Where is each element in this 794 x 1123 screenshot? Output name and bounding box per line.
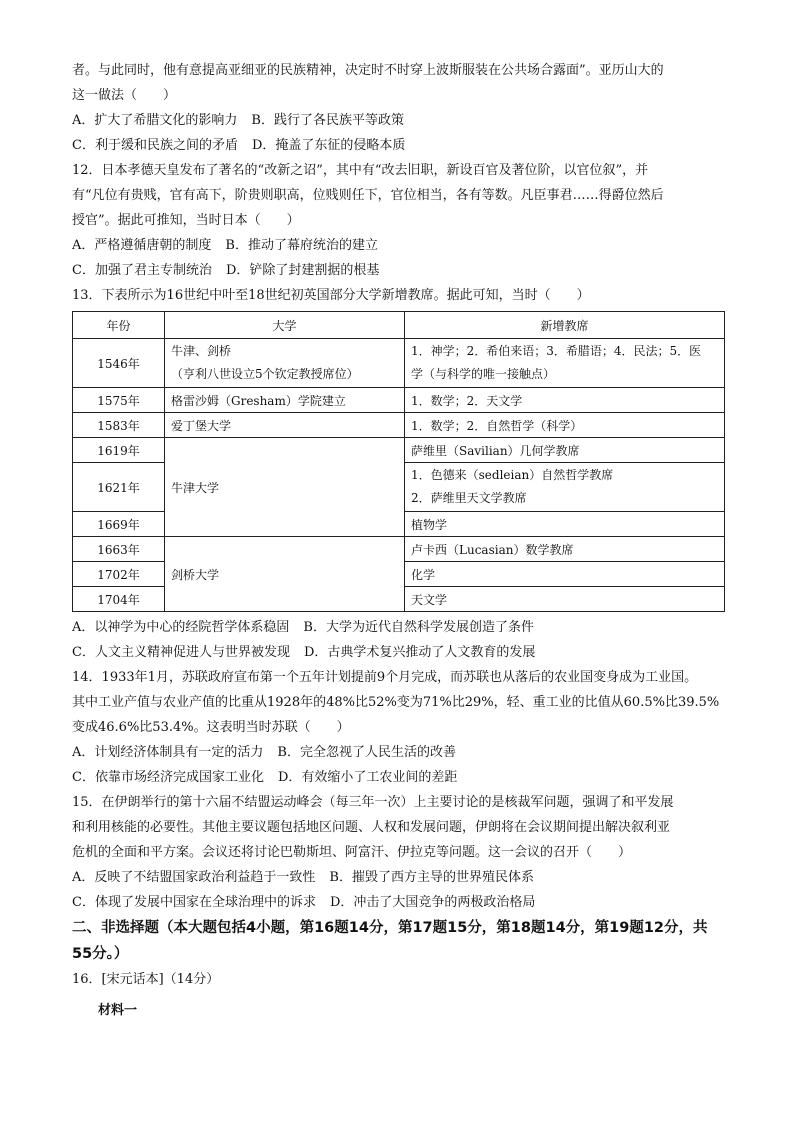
year-cell: 1546年 [73, 339, 165, 388]
q14-stem-line-1: 14．1933年1月，苏联政府宣布第一个五年计划提前9个月完成，而苏联也从落后的农业国变身成为工业国。 [72, 670, 698, 685]
q14-option-a[interactable]: A．计划经济体制具有一定的活力 [72, 745, 264, 760]
q12-options-row-2 [72, 258, 722, 283]
university-cell [165, 339, 405, 388]
q11-option-d[interactable]: D．掩盖了东征的侵略本质 [251, 138, 406, 153]
q14-options-row-2 [72, 765, 722, 790]
q14-stem-line-2: 其中工业产值与农业产值的比重从1928年的48%比52%变为71%比29%，轻、重工业的比值从60.5%比39.5% [72, 695, 720, 710]
q15-option-b[interactable]: B．摧毁了西方主导的世界殖民体系 [329, 870, 534, 885]
q12-stem-line-1: 12．日本孝德天皇发布了著名的“改新之诏”，其中有“改去旧职，新设百官及著位阶，以官位叙”，并 [72, 163, 649, 178]
q16-material-label: 材料一 [98, 1003, 138, 1018]
year-cell: 1575年 [73, 388, 165, 413]
year-cell: 1663年 [73, 537, 165, 562]
chair-cell: 化学 [405, 562, 725, 587]
q13-option-c[interactable]: C．人文主义精神促进人与世界被发现 [72, 645, 290, 660]
year-cell: 1704年 [73, 587, 165, 612]
q11-options-row-1 [72, 108, 722, 133]
table-header-row [73, 312, 725, 339]
q14-option-d[interactable]: D．有效缩小了工农业间的差距 [277, 770, 458, 785]
chair-cell [405, 463, 725, 512]
chair-cell [405, 339, 725, 388]
q14-option-b[interactable]: B．完全忽视了人民生活的改善 [277, 745, 456, 760]
university-line: （亨利八世设立5个钦定教授席位） [171, 367, 359, 381]
q13-option-a[interactable]: A．以神学为中心的经院哲学体系稳固 [72, 620, 290, 635]
chair-line: 2．萨维里天文学教席 [411, 491, 527, 505]
year-cell: 1702年 [73, 562, 165, 587]
university-cell: 爱丁堡大学 [165, 413, 405, 438]
q15-option-c[interactable]: C．体现了发展中国家在全球治理中的诉求 [72, 895, 316, 910]
table-row [73, 413, 725, 438]
year-cell: 1621年 [73, 463, 165, 512]
q11-options-row-2 [72, 133, 722, 158]
oxford-merged-cell: 牛津大学 [165, 438, 405, 537]
question-15 [72, 790, 722, 915]
q13-options-row-1 [72, 615, 722, 640]
q15-option-d[interactable]: D．冲击了大国竞争的两极政治格局 [329, 895, 536, 910]
header-university: 大学 [165, 312, 405, 339]
header-new-chairs: 新增教席 [405, 312, 725, 339]
q12-option-c[interactable]: C．加强了君主专制统治 [72, 263, 212, 278]
header-year: 年份 [73, 312, 165, 339]
q13-option-b[interactable]: B．大学为近代自然科学发展创造了条件 [303, 620, 534, 635]
q13-option-d[interactable]: D．古典学术复兴推动了人文教育的发展 [303, 645, 536, 660]
question-16 [72, 967, 722, 1023]
chair-line: 学（与科学的唯一接触点） [411, 367, 556, 381]
university-cell: 格雷沙姆（Gresham）学院建立 [165, 388, 405, 413]
chair-cell: 植物学 [405, 512, 725, 537]
q15-options-row-1 [72, 865, 722, 890]
chair-line: 1．色德来（sedleian）自然哲学教席 [411, 468, 614, 482]
q13-options-row-2 [72, 640, 722, 665]
chair-cell: 1．数学；2．天文学 [405, 388, 725, 413]
year-cell: 1669年 [73, 512, 165, 537]
question-13 [72, 283, 722, 665]
chair-cell: 1．数学；2．自然哲学（科学） [405, 413, 725, 438]
chair-line: 1．神学；2．希伯来语；3．希腊语；4．民法；5．医 [411, 344, 702, 358]
table-row [73, 537, 725, 562]
q14-option-c[interactable]: C．依靠市场经济完成国家工业化 [72, 770, 264, 785]
chair-cell: 天文学 [405, 587, 725, 612]
q14-options-row-1 [72, 740, 722, 765]
year-cell: 1619年 [73, 438, 165, 463]
q12-option-b[interactable]: B．推动了幕府统治的建立 [225, 238, 378, 253]
q15-option-a[interactable]: A．反映了不结盟国家政治利益趋于一致性 [72, 870, 316, 885]
q15-stem-line-1: 15．在伊朗举行的第十六届不结盟运动峰会（每三年一次）上主要讨论的是核裁军问题，强调了和平发展 [72, 795, 674, 810]
q11-option-b[interactable]: B．践行了各民族平等政策 [251, 113, 404, 128]
question-12 [72, 158, 722, 283]
question-11 [72, 58, 722, 158]
question-14 [72, 665, 722, 790]
q11-stem-line-1: 者。与此同时，他有意提高亚细亚的民族精神，决定时不时穿上波斯服装在公共场合露面”。亚历山大的 [72, 63, 664, 78]
chair-cell: 萨维里（Savilian）几何学教席 [405, 438, 725, 463]
q15-stem-line-2: 和利用核能的必要性。其他主要议题包括地区问题、人权和发展问题，伊朗将在会议期间提出解决叙利亚 [72, 820, 671, 835]
table-row [73, 339, 725, 388]
year-cell: 1583年 [73, 413, 165, 438]
q12-option-a[interactable]: A．严格遵循唐朝的制度 [72, 238, 212, 253]
q13-table [72, 311, 725, 612]
q11-stem-line-2: 这一做法（ ） [72, 88, 177, 103]
exam-page [72, 58, 722, 1023]
table-row [73, 438, 725, 463]
q12-options-row-1 [72, 233, 722, 258]
q15-options-row-2 [72, 890, 722, 915]
section-2-line-1: 二、非选择题（本大题包括4小题，第16题14分，第17题15分，第18题14分，第19题12分，共 [72, 920, 708, 936]
cambridge-merged-cell: 剑桥大学 [165, 537, 405, 612]
q12-stem-line-2: 有“凡位有贵贱，官有高下，阶贵则职高，位贱则任下，官位相当，各有等数。凡臣事君……得爵位然后 [72, 188, 664, 203]
university-line: 牛津、剑桥 [171, 344, 232, 358]
section-2-line-2: 55分。） [72, 946, 129, 962]
q12-stem-line-3: 授官”。据此可推知，当时日本（ ） [72, 213, 300, 228]
q14-stem-line-3: 变成46.6%比53.4%。这表明当时苏联（ ） [72, 720, 350, 735]
chair-cell: 卢卡西（Lucasian）数学教席 [405, 537, 725, 562]
q11-option-c[interactable]: C．利于缓和民族之间的矛盾 [72, 138, 238, 153]
section-2-heading [72, 915, 722, 967]
q16-stem: 16．[宋元话本]（14分） [72, 972, 220, 987]
table-row [73, 388, 725, 413]
q12-option-d[interactable]: D．铲除了封建割据的根基 [225, 263, 380, 278]
q11-option-a[interactable]: A．扩大了希腊文化的影响力 [72, 113, 238, 128]
q13-stem: 13．下表所示为16世纪中叶至18世纪初英国部分大学新增教席。据此可知，当时（ ） [72, 288, 590, 303]
q15-stem-line-3: 危机的全面和平方案。会议还将讨论巴勒斯坦、阿富汗、伊拉克等问题。这一会议的召开（ ） [72, 845, 632, 860]
